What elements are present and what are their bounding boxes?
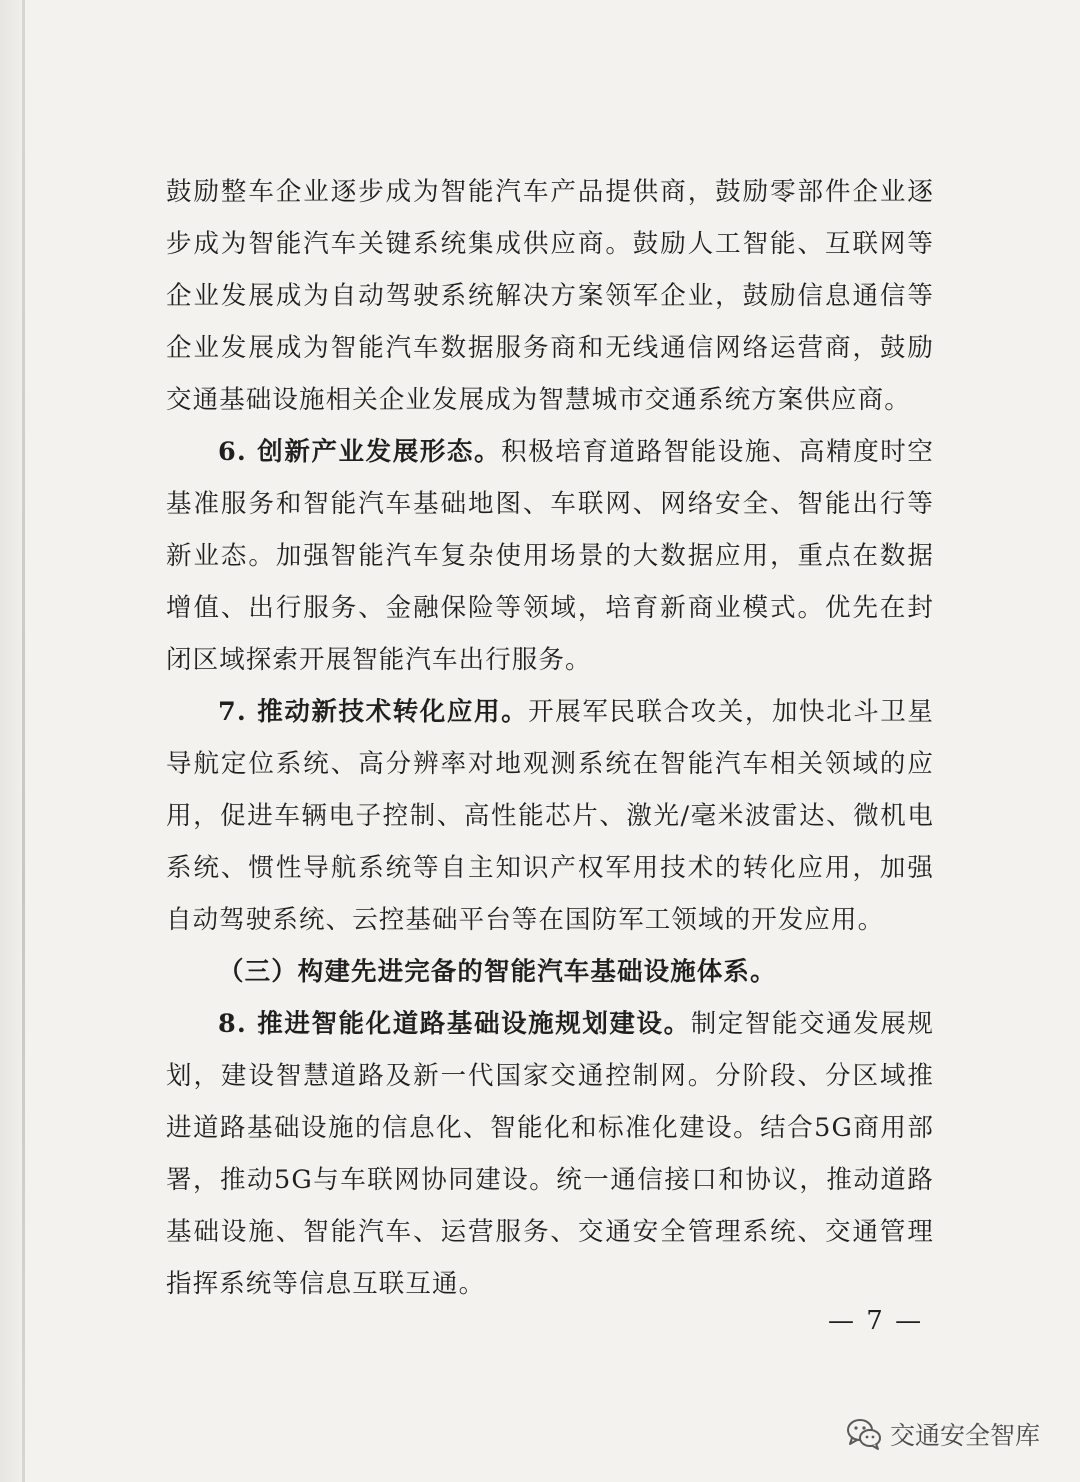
paragraph-item-8 xyxy=(166,998,934,1310)
paragraph-item-6 xyxy=(166,426,934,686)
wechat-icon xyxy=(846,1417,882,1451)
page-binding-edge xyxy=(22,0,25,1482)
page-number: — 7 — xyxy=(828,1306,924,1336)
section-3-title: （三）构建先进完备的智能汽车基础设施体系。 xyxy=(218,957,777,987)
item-6-heading: 6. 创新产业发展形态。 xyxy=(218,437,502,467)
item-7-text: 开展军民联合攻关，加快北斗卫星导航定位系统、高分辨率对地观测系统在智能汽车相关领域的应用，促进车辆电子控制、高性能芯片、激光/毫米波雷达、微机电系统、惯性导航系统等自主知识产权军用技术的转化应用，加强自动驾驶系统、云控基础平台等在国防军工领域的开发应用。 xyxy=(166,697,934,935)
item-7-heading: 7. 推动新技术转化应用。 xyxy=(218,697,529,727)
watermark-text: 交通安全智库 xyxy=(890,1421,1041,1450)
watermark xyxy=(846,1414,1040,1454)
section-3-heading xyxy=(166,946,934,998)
paragraph-text: 鼓励整车企业逐步成为智能汽车产品提供商，鼓励零部件企业逐步成为智能汽车关键系统集成供应商。鼓励人工智能、互联网等企业发展成为自动驾驶系统解决方案领军企业，鼓励信息通信等企业发展成为智能汽车数据服务商和无线通信网络运营商，鼓励交通基础设施相关企业发展成为智慧城市交通系统方案供应商。 xyxy=(166,177,934,415)
page-binding-shadow xyxy=(0,0,22,1482)
paragraph-continued xyxy=(166,166,934,426)
document-body xyxy=(166,166,934,1310)
item-8-heading: 8. 推进智能化道路基础设施规划建设。 xyxy=(218,1009,691,1039)
paragraph-item-7 xyxy=(166,686,934,946)
item-8-text: 制定智能交通发展规划，建设智慧道路及新一代国家交通控制网。分阶段、分区域推进道路基础设施的信息化、智能化和标准化建设。结合5G商用部署，推动5G与车联网协同建设。统一通信接口和协议，推动道路基础设施、智能汽车、运营服务、交通安全管理系统、交通管理指挥系统等信息互联互通。 xyxy=(166,1009,934,1299)
item-6-text: 积极培育道路智能设施、高精度时空基准服务和智能汽车基础地图、车联网、网络安全、智能出行等新业态。加强智能汽车复杂使用场景的大数据应用，重点在数据增值、出行服务、金融保险等领域，培育新商业模式。优先在封闭区域探索开展智能汽车出行服务。 xyxy=(166,437,934,675)
